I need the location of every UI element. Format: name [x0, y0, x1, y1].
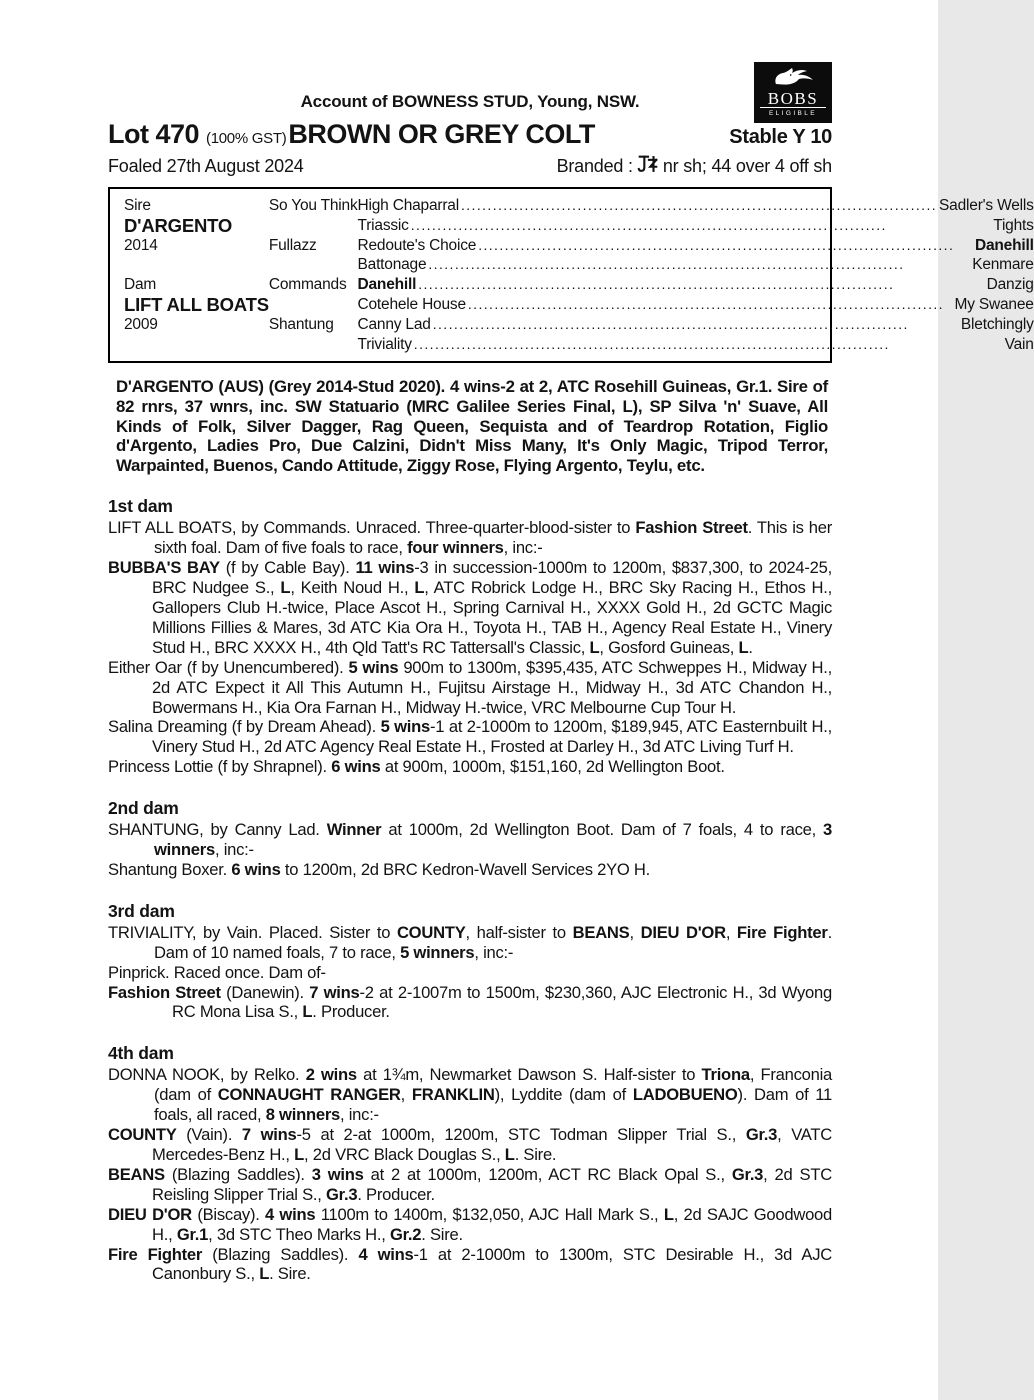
pedigree-paragraph — [108, 1165, 832, 1205]
bold-text-run: 3 winners — [154, 820, 832, 860]
text-run: . This is her sixth foal. Dam of five foals to race, — [154, 518, 832, 558]
grandsire-name: Commands — [268, 276, 347, 294]
dot-leader — [478, 236, 973, 256]
ancestor-name: Tights — [993, 216, 1034, 234]
bold-text-run: LADOBUENO — [632, 1085, 738, 1105]
bold-text-run: L — [414, 578, 425, 598]
pedigree-row — [358, 236, 1034, 256]
text-run: , inc:- — [340, 1105, 379, 1125]
text-run: Princess Lottie (f by Shrapnel). — [108, 757, 332, 777]
ancestor-name: My Swanee — [954, 295, 1034, 313]
sire-label: Sire — [124, 197, 151, 214]
ancestor-name: Redoute's Choice — [357, 236, 477, 254]
text-run: at 1000m, 2d Wellington Boot. Dam of 7 foals, 4 to race, — [381, 820, 824, 840]
bold-text-run: 4 wins — [358, 1244, 414, 1264]
text-run: , inc:- — [214, 840, 254, 860]
brand-mark-icon — [637, 153, 659, 175]
bold-text-run: 4 wins — [265, 1204, 316, 1224]
pedigree-paragraph — [108, 658, 832, 718]
pedigree-paragraph — [108, 757, 832, 777]
ancestor-name: Danzig — [986, 276, 1034, 294]
bold-text-run: COUNTY — [396, 922, 466, 942]
bold-text-run: 5 wins — [380, 717, 431, 737]
gst-note: (100% GST) — [206, 130, 287, 147]
bold-text-run: L — [280, 578, 291, 598]
bold-text-run: Fire Fighter — [736, 922, 828, 942]
text-run: -1 at 2-1000m to 1300m, STC Desirable H., 3d AJC Canonbury S., — [152, 1244, 832, 1284]
bold-text-run: FRANKLIN — [411, 1085, 495, 1105]
text-run: ), Lyddite (dam of — [494, 1085, 633, 1105]
ancestor-name: Canny Lad — [357, 315, 431, 333]
bold-text-run: CONNAUGHT RANGER — [217, 1085, 401, 1105]
lot-row — [108, 119, 832, 150]
ancestor-name: Cotehele House — [357, 295, 466, 313]
text-run: , 2d STC Reisling Slipper Trial S., — [152, 1164, 832, 1204]
section-heading: 2nd dam — [108, 798, 179, 819]
ancestor-name: Triviality — [357, 335, 412, 353]
bold-text-run: 5 winners — [400, 942, 475, 962]
text-run: Either Oar (f by Unencumbered). — [108, 657, 349, 677]
dam-section — [108, 496, 832, 777]
ancestor-name: Danehill — [357, 276, 417, 294]
bold-text-run: 8 winners — [265, 1105, 341, 1125]
text-run: to 1200m, 2d BRC Kedron-Wavell Services 2YO H. — [280, 859, 651, 879]
text-run: . Producer. — [357, 1184, 435, 1204]
horse-description-title: BROWN OR GREY COLT — [288, 119, 595, 149]
pedigree-paragraph — [108, 860, 832, 880]
text-run: Salina Dreaming (f by Dream Ahead). — [108, 717, 381, 737]
pedigree-row — [358, 196, 1034, 216]
ancestor-name: Sadler's Wells — [939, 197, 1034, 214]
text-run: (Biscay). — [191, 1204, 266, 1224]
foaled-date: Foaled 27th August 2024 — [108, 155, 304, 176]
pedigree-paragraph — [108, 518, 832, 558]
text-run: , VATC Mercedes-Benz H., — [152, 1125, 832, 1164]
text-run: -5 at 2-at 1000m, 1200m, STC Todman Slipper Trial S., — [296, 1125, 746, 1145]
account-line: Account of BOWNESS STUD, Young, NSW. — [300, 92, 640, 111]
dam-section — [108, 1043, 832, 1284]
text-run: , inc:- — [503, 538, 543, 558]
pedigree-paragraph — [108, 923, 832, 963]
bold-text-run: L — [663, 1204, 674, 1224]
text-run: . Dam of 10 named foals, 7 to race, — [154, 922, 832, 962]
text-run: , 2d VRC Black Douglas S., — [304, 1145, 505, 1164]
dam-label: Dam — [124, 276, 157, 294]
text-run: SHANTUNG, by Canny Lad. — [108, 820, 327, 840]
pedigree-row — [358, 216, 1034, 236]
bold-text-run: 7 wins — [241, 1125, 297, 1145]
logo-text: BOBS — [767, 89, 819, 108]
horse-head-icon — [770, 66, 816, 86]
ancestor-name: Kenmare — [972, 256, 1034, 274]
bold-text-run: L — [589, 637, 600, 657]
text-run: LIFT ALL BOATS, by Commands. Unraced. Three-quarter-blood-sister to — [108, 518, 636, 538]
pedigree-row — [358, 255, 1034, 275]
sire-year: 2014 — [124, 236, 158, 254]
text-run: , Gosford Guineas, — [599, 637, 739, 657]
text-run: , ATC Robrick Lodge H., BRC Sky Racing H., Ethos H., Gallopers Club H.-twice, Place Ascot H., Spring Carnival H., XXXX Gold H., 2d GCTC Magic Millions Fillies & Mares, 3d ATC Kia Ora H., Toyota H., TAB H., Agency Real Estate H., Vinery Stud H., BRC XXXX H., 4th Qld Tatt's RC Tattersall's Classic, — [152, 578, 833, 657]
bobs-eligible-logo — [754, 62, 832, 123]
branded-label: Branded : — [556, 155, 633, 176]
ancestor-name: Triassic — [357, 216, 409, 234]
text-run: . — [748, 637, 753, 657]
text-run: -2 at 2-1007m to 1500m, $230,360, AJC Electronic H., 3d Wyong RC Mona Lisa S., — [172, 982, 832, 1022]
text-run: 1100m to 1400m, $132,050, AJC Hall Mark S., — [315, 1204, 664, 1224]
bold-text-run: 11 wins — [355, 558, 415, 578]
text-run: -1 at 2-1000m to 1200m, $189,945, ATC Easternbuilt H., Vinery Stud H., 2d ATC Agency Real Estate H., Frosted at Darley H., 3d ATC Living Turf H. — [152, 717, 832, 757]
bold-text-run: Fashion Street — [635, 518, 748, 538]
text-run: Pinprick. Raced once. Dam of- — [108, 962, 326, 982]
pedigree-paragraph — [108, 717, 832, 757]
ancestor-name: High Chaparral — [357, 197, 459, 214]
pedigree-col-subject — [124, 196, 269, 354]
stable-number: Stable Y 10 — [729, 126, 832, 148]
text-run: , 2d SAJC Goodwood H., — [152, 1204, 833, 1244]
bold-text-run: Fashion Street — [108, 982, 221, 1002]
text-run: , — [629, 922, 641, 942]
bold-text-run: 3 wins — [311, 1164, 364, 1184]
bold-text-run: Fire Fighter — [108, 1244, 203, 1264]
dot-leader — [418, 275, 984, 295]
text-run: Shantung Boxer. — [108, 859, 232, 879]
foaled-row — [108, 155, 832, 177]
bold-text-run: 5 wins — [348, 657, 399, 677]
bold-text-run: BEANS — [572, 922, 630, 942]
text-run: . Producer. — [312, 1002, 390, 1022]
text-run: , Keith Noud H., — [290, 578, 415, 598]
dot-leader — [433, 315, 959, 335]
dam-year: 2009 — [124, 315, 158, 333]
text-run: at 1¾m, Newmarket Dawson S. Half-sister to — [356, 1065, 702, 1085]
dam-section — [108, 798, 832, 880]
lot-number: Lot 470 — [108, 119, 200, 149]
pedigree-paragraph — [108, 1205, 832, 1245]
bold-text-run: BEANS — [108, 1164, 165, 1184]
bold-text-run: L — [504, 1145, 515, 1164]
dam-name: LIFT ALL BOATS — [124, 293, 269, 315]
pedigree-row — [358, 315, 1034, 335]
pedigree-row — [358, 275, 1034, 295]
text-run: . Sire. — [421, 1224, 463, 1244]
pedigree-paragraph — [108, 963, 832, 983]
granddam-name: Shantung — [268, 315, 334, 333]
text-run: , — [725, 922, 737, 942]
section-heading: 3rd dam — [108, 900, 175, 921]
bold-text-run: DIEU D'OR — [640, 922, 726, 942]
bold-text-run: Gr.3 — [745, 1125, 778, 1145]
dam-section — [108, 901, 832, 1023]
pedigree-table — [108, 187, 1034, 363]
text-run: ). Dam of 11 foals, all raced, — [154, 1085, 832, 1125]
text-run: at 900m, 1000m, $151,160, 2d Wellington Boot. — [380, 757, 725, 777]
sire-name: D'ARGENTO — [124, 214, 233, 236]
text-run: , half-sister to — [465, 922, 573, 942]
text-run: 900m to 1300m, $395,435, ATC Schweppes H., Midway H., 2d ATC Expect it All This Autumn H., Fujitsu Airstage H., Midway H., 3d ATC Chandon H., Bowermans H., Kia Ora Farnan H., Midway H.-twice, VRC Melbourne Cup Tour H. — [152, 657, 832, 717]
text-run: TRIVIALITY, by Vain. Placed. Sister to — [108, 922, 397, 942]
dot-leader — [428, 255, 970, 275]
pedigree-paragraph — [108, 558, 832, 658]
bold-text-run: 7 wins — [309, 982, 360, 1002]
bold-text-run: 6 wins — [331, 757, 381, 777]
section-heading: 1st dam — [108, 496, 173, 517]
text-run: , inc:- — [474, 942, 514, 962]
branded-detail: nr sh; 44 over 4 off sh — [662, 155, 832, 176]
text-run: , 3d STC Theo Marks H., — [208, 1224, 390, 1244]
text-run: -3 in succession-1000m to 1200m, $837,300, to 2024-25, BRC Nudgee S., — [152, 558, 832, 598]
dot-leader — [461, 196, 937, 216]
bold-text-run: COUNTY — [108, 1125, 177, 1145]
ancestor-name: Battonage — [357, 256, 427, 274]
bold-text-run: four winners — [407, 538, 504, 558]
bold-text-run: Gr.3 — [731, 1164, 764, 1184]
text-run: D'ARGENTO (AUS) (Grey 2014-Stud 2020). 4 wins-2 at 2, ATC Rosehill Guineas, Gr.1. Sire of 82 rnrs, 37 wnrs, inc. SW Statuario (MRC Galilee Series Final, L), SP Silva 'n' Suave, All Kinds of Folk, Silver Dagger, Rag Queen, Sequista and of Teardrop Rotation, Figlio d'Argento, Ladies Pro, Due Calzini, Didn't Miss Many, It's Only Magic, Tripod Terror, Warpainted, Buenos, Cando Attitude, Ziggy Rose, Flying Argento, Teylu, etc. — [116, 377, 828, 475]
text-run: DONNA NOOK, by Relko. — [108, 1065, 306, 1085]
bold-text-run: L — [294, 1145, 305, 1164]
pedigree-paragraph — [108, 1245, 832, 1285]
bold-text-run: L — [302, 1002, 313, 1022]
text-run: (Danewin). — [220, 982, 310, 1002]
text-run: (Vain). — [176, 1125, 242, 1145]
bold-text-run: Gr.3 — [326, 1184, 358, 1204]
bold-text-run: 6 wins — [231, 859, 281, 879]
branded-info — [557, 155, 832, 177]
bold-text-run: DIEU D'OR — [108, 1204, 192, 1224]
dot-leader — [414, 335, 1003, 355]
logo-subtext: ELIGIBLE — [760, 107, 826, 118]
text-run: . Sire. — [514, 1145, 557, 1164]
text-run: (Blazing Saddles). — [164, 1164, 312, 1184]
dot-leader — [411, 216, 992, 236]
dam-sections — [108, 496, 832, 1284]
text-run: , — [400, 1085, 412, 1105]
bold-text-run: Gr.2 — [389, 1224, 422, 1244]
section-heading: 4th dam — [108, 1043, 174, 1064]
grandsire-name: So You Think — [268, 197, 358, 214]
bold-text-run: Gr.1 — [176, 1224, 209, 1244]
pedigree-paragraph — [108, 1065, 832, 1125]
bold-text-run: Winner — [326, 820, 382, 840]
text-run: (f by Cable Bay). — [219, 558, 356, 578]
pedigree-col-parents — [269, 196, 358, 354]
pedigree-paragraph — [108, 983, 832, 1023]
ancestor-name: Vain — [1004, 335, 1034, 353]
bold-text-run: L — [259, 1264, 270, 1284]
text-run: at 2 at 1000m, 1200m, ACT RC Black Opal S., — [363, 1164, 732, 1184]
ancestor-name: Bletchingly — [960, 315, 1034, 333]
pedigree-paragraph — [108, 820, 832, 860]
bold-text-run: 2 wins — [305, 1065, 357, 1085]
ancestor-name: Danehill — [974, 236, 1034, 254]
sire-summary-paragraph — [108, 377, 832, 475]
granddam-name: Fullazz — [268, 236, 317, 254]
pedigree-row — [358, 335, 1034, 355]
pedigree-paragraph — [108, 1125, 832, 1165]
text-run: (Blazing Saddles). — [202, 1244, 359, 1264]
bold-text-run: BUBBA'S BAY — [108, 558, 220, 578]
text-run: . Sire. — [269, 1264, 311, 1284]
bold-text-run: L — [738, 637, 749, 657]
dot-leader — [468, 295, 953, 315]
pedigree-row — [358, 295, 1034, 315]
pedigree-col-grandparents — [358, 196, 1034, 354]
text-run: , Franconia (dam of — [154, 1065, 832, 1105]
bold-text-run: Triona — [701, 1065, 750, 1085]
